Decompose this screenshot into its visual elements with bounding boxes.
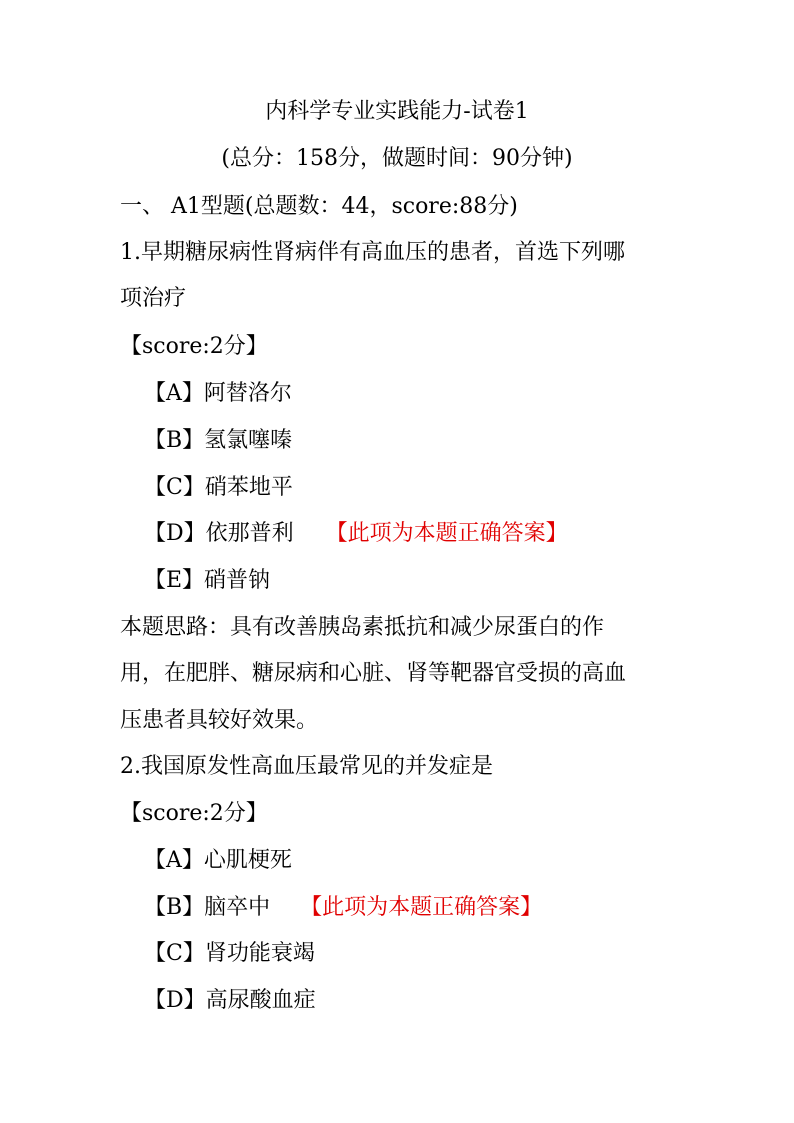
option-label: 【B】脑卒中 <box>144 895 271 920</box>
option-b <box>144 893 542 923</box>
option-label: 【D】依那普利 <box>144 521 294 546</box>
question-stem-continued: 项治疗 <box>120 286 187 311</box>
option-d <box>144 519 568 549</box>
option-d: 【D】高尿酸血症 <box>144 988 316 1013</box>
explanation-text: 用，在肥胖、糖尿病和心脏、肾等靶器官受损的高血 <box>120 661 627 686</box>
explanation-text: 本题思路：具有改善胰岛素抵抗和减少尿蛋白的作 <box>120 615 605 640</box>
option-a: 【A】心肌梗死 <box>144 848 292 873</box>
question-score: 【score:2分】 <box>120 801 268 826</box>
option-b: 【B】氢氯噻嗪 <box>144 428 293 453</box>
page-title: 内科学专业实践能力-试卷1 <box>265 99 529 124</box>
option-c: 【C】硝苯地平 <box>144 475 293 500</box>
explanation-text: 压患者具较好效果。 <box>120 708 319 733</box>
option-c: 【C】肾功能衰竭 <box>144 941 315 966</box>
correct-answer-mark: 【此项为本题正确答案】 <box>300 895 543 920</box>
question-score: 【score:2分】 <box>120 334 268 359</box>
option-e: 【E】硝普钠 <box>144 568 271 593</box>
section-heading: 一、 A1型题(总题数：44，score:88分) <box>120 194 518 219</box>
question-stem: 1.早期糖尿病性肾病伴有高血压的患者，首选下列哪 <box>120 240 625 265</box>
exam-meta: (总分：158分，做题时间：90分钟) <box>221 146 573 171</box>
question-stem: 2.我国原发性高血压最常见的并发症是 <box>120 754 493 779</box>
option-a: 【A】阿替洛尔 <box>144 381 292 406</box>
correct-answer-mark: 【此项为本题正确答案】 <box>325 521 568 546</box>
